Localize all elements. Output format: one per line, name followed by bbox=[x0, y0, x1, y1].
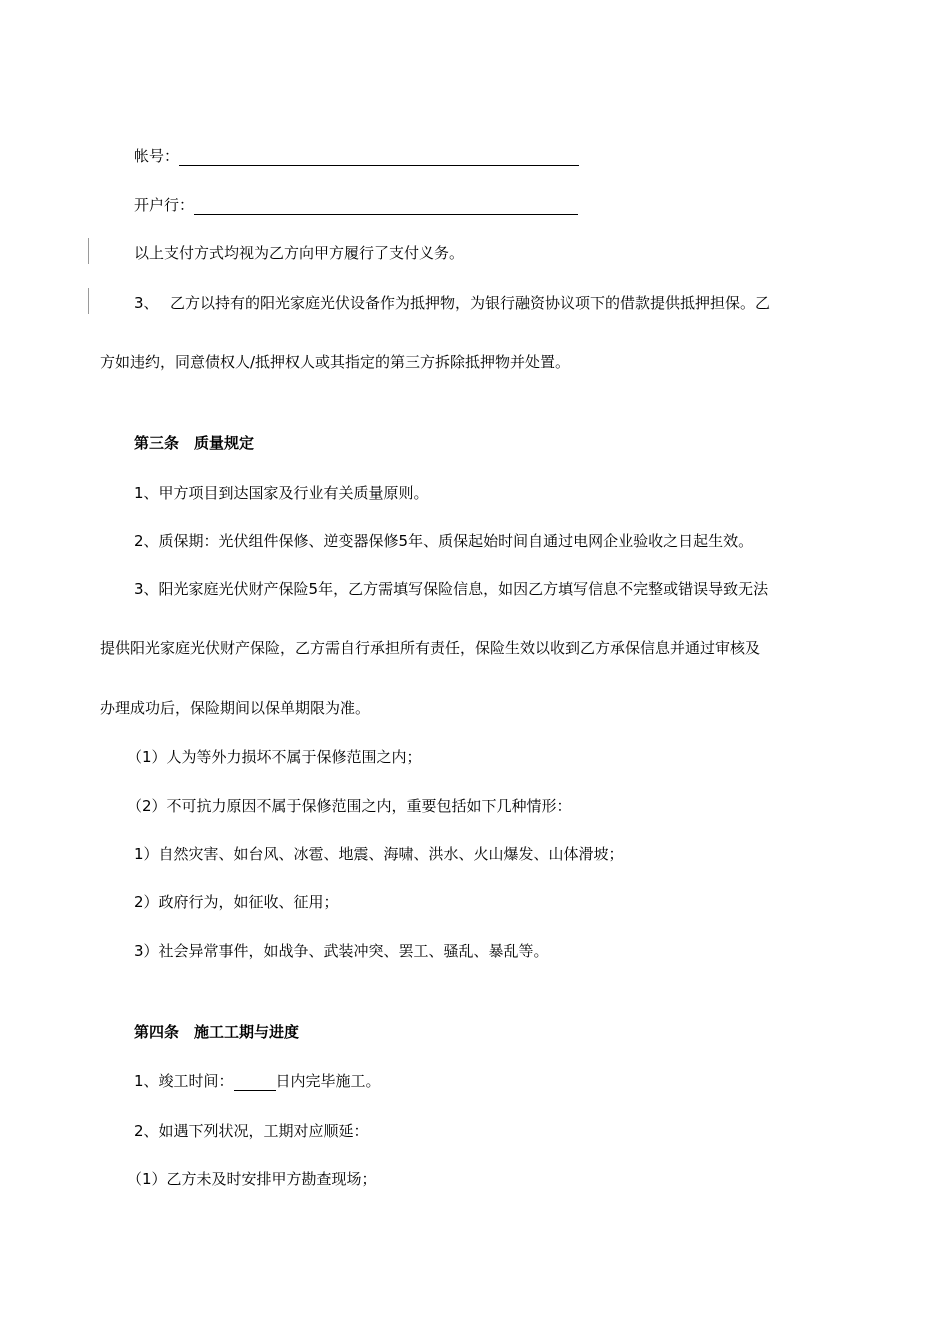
account-number-label: 帐号： bbox=[134, 147, 180, 165]
article4-p2: 2、如遇下列状况，工期对应顺延： bbox=[134, 1122, 369, 1140]
revision-bar bbox=[88, 288, 89, 314]
article3-sub1: （1）人为等外力损坏不属于保修范围之内； bbox=[127, 748, 422, 766]
article4-p1 bbox=[134, 1071, 381, 1091]
item3-number: 3、 bbox=[134, 294, 159, 312]
article4-heading: 第四条 施工工期与进度 bbox=[134, 1023, 300, 1041]
bank-line bbox=[134, 195, 578, 215]
article3-p3-line3: 办理成功后，保险期间以保单期限为准。 bbox=[100, 699, 371, 717]
account-number-line bbox=[134, 146, 579, 166]
payment-note: 以上支付方式均视为乙方向甲方履行了支付义务。 bbox=[134, 244, 465, 262]
article3-sub2: （2）不可抗力原因不属于保修范围之内，重要包括如下几种情形： bbox=[127, 797, 572, 815]
article3-heading: 第三条 质量规定 bbox=[134, 434, 255, 452]
item3-line2: 方如违约，同意债权人/抵押权人或其指定的第三方拆除抵押物并处置。 bbox=[100, 353, 571, 371]
completion-time-suffix: 日内完毕施工。 bbox=[275, 1072, 381, 1090]
article3-p1: 1、甲方项目到达国家及行业有关质量原则。 bbox=[134, 484, 429, 502]
article3-p3-line2: 提供阳光家庭光伏财产保险，乙方需自行承担所有责任，保险生效以收到乙方承保信息并通过审核及 bbox=[100, 639, 761, 657]
bank-label: 开户行： bbox=[134, 196, 195, 214]
article4-sub1: （1）乙方未及时安排甲方勘查现场； bbox=[127, 1170, 377, 1188]
article3-case1: 1）自然灾害、如台风、冰雹、地震、海啸、洪水、火山爆发、山体滑坡； bbox=[134, 845, 624, 863]
article3-p2: 2、质保期：光伏组件保修、逆变器保修5年、质保起始时间自通过电网企业验收之日起生效。 bbox=[134, 532, 754, 550]
completion-days-blank bbox=[234, 1074, 276, 1091]
article3-case3: 3）社会异常事件，如战争、武装冲突、罢工、骚乱、暴乱等。 bbox=[134, 942, 549, 960]
account-number-blank bbox=[179, 149, 579, 166]
article3-case2: 2）政府行为，如征收、征用； bbox=[134, 893, 339, 911]
completion-time-label: 1、竣工时间： bbox=[134, 1072, 234, 1090]
article3-p3-line1: 3、阳光家庭光伏财产保险5年，乙方需填写保险信息，如因乙方填写信息不完整或错误导致无法 bbox=[134, 580, 769, 598]
item3-line1: 乙方以持有的阳光家庭光伏设备作为抵押物，为银行融资协议项下的借款提供抵押担保。乙 bbox=[170, 294, 771, 312]
bank-blank bbox=[194, 198, 578, 215]
revision-bar bbox=[88, 238, 89, 264]
